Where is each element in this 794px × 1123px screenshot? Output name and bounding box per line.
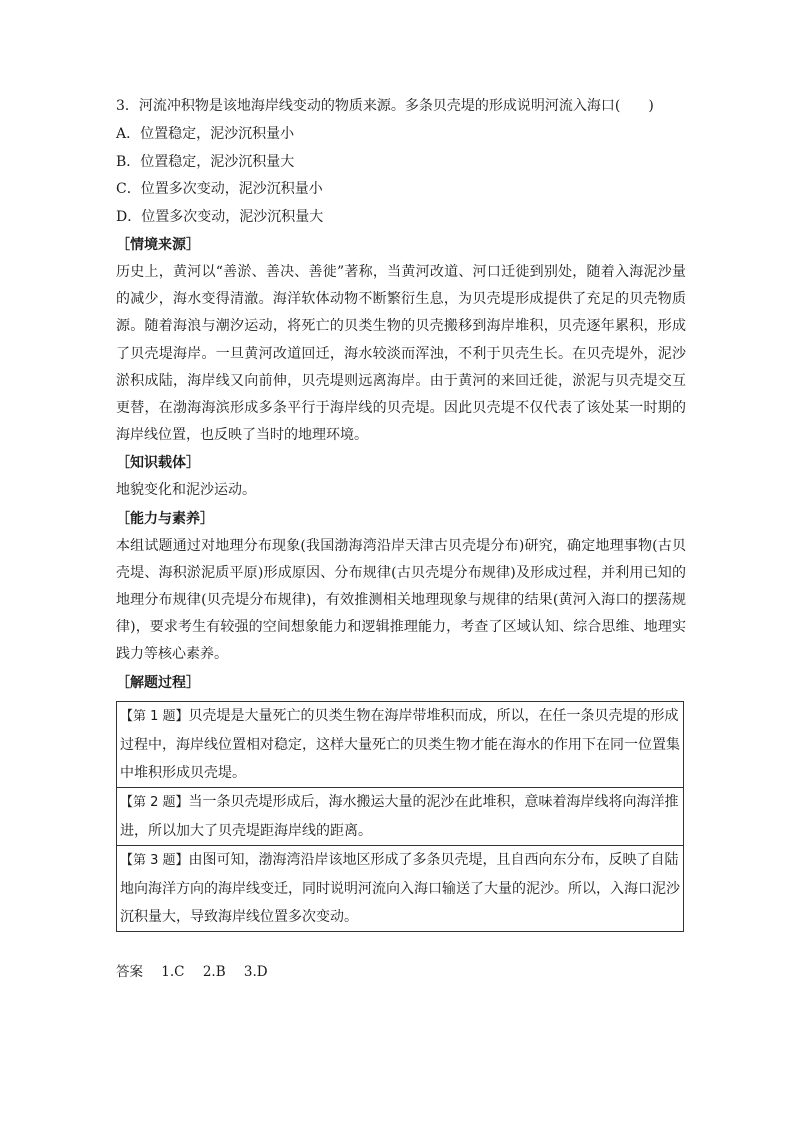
option-d: D．位置多次变动，泥沙沉积量大 <box>116 208 324 225</box>
context-heading: ［情境来源］ <box>116 237 200 253</box>
solution-text: 当一条贝壳堤形成后，海水搬运大量的泥沙在此堆积，意味着海岸线将向海洋推进，所以加大了贝壳堤距海岸线的距离。 <box>120 793 679 839</box>
answer-item: 1.C <box>161 963 185 980</box>
solution-row <box>117 845 684 931</box>
question-3-stem: 3．河流冲积物是该地海岸线变动的物质来源。多条贝壳堤的形成说明河流入海口( ) <box>116 98 654 114</box>
option-b: B．位置稳定，泥沙沉积量大 <box>116 153 295 170</box>
solution-cell <box>117 787 684 845</box>
solution-tag: 【第 2 题】 <box>120 794 189 810</box>
solution-table <box>116 701 684 932</box>
option-a: A．位置稳定，泥沙沉积量小 <box>116 126 295 142</box>
solution-tag: 【第 3 题】 <box>120 852 189 868</box>
knowledge-text: 地貌变化和泥沙运动。 <box>116 482 256 499</box>
answer-line <box>116 960 686 980</box>
solution-row <box>117 701 684 787</box>
ability-heading: ［能力与素养］ <box>116 510 214 527</box>
document-page <box>116 92 686 980</box>
option-c: C．位置多次变动，泥沙沉积量小 <box>116 181 323 197</box>
answer-item: 3.D <box>243 963 268 980</box>
context-text: 历史上，黄河以“善淤、善决、善徙”著称，当黄河改道、河口迁徙到别处，随着入海泥沙量的减少，海水变得清澈。海洋软体动物不断繁衍生息，为贝壳堤形成提供了充足的贝壳物质源。随着海浪与潮汐运动，将死亡的贝类生物的贝壳搬移到海岸堆积，贝壳逐年累积，形成了贝壳堤海岸。一旦黄河改道回迁，海水较淡而浑浊，不利于贝壳生长。在贝壳堤外，泥沙淤积成陆，海岸线又向前伸，贝壳堤则远离海岸。由于黄河的来回迁徙，淤泥与贝壳堤交互更替，在渤海海滨形成多条平行于海岸线的贝壳堤。因此贝壳堤不仅代表了该处某一时期的海岸线位置，也反映了当时的地理环境。 <box>116 264 686 444</box>
solution-cell <box>117 701 684 787</box>
solution-cell <box>117 845 684 931</box>
solution-row <box>117 787 684 845</box>
knowledge-heading: ［知识载体］ <box>116 455 200 472</box>
solution-text: 贝壳堤是大量死亡的贝类生物在海岸带堆积而成，所以，在任一条贝壳堤的形成过程中，海岸线位置相对稳定，这样大量死亡的贝类生物才能在海水的作用下在同一位置集中堆积形成贝壳堤。 <box>120 707 680 781</box>
ability-text: 本组试题通过对地理分布现象(我国渤海湾沿岸天津古贝壳堤分布)研究，确定地理事物(古贝壳堤、海积淤泥质平原)形成原因、分布规律(古贝壳堤分布规律)及形成过程，并利用已知的地理分布规律(贝壳堤分布规律)，有效推测相关地理现象与规律的结果(黄河入海口的摆荡规律)，要求考生有较强的空间想象能力和逻辑推理能力，考查了区域认知、综合思维、地理实践力等核心素养。 <box>116 537 686 663</box>
solution-text: 由图可知，渤海湾沿岸该地区形成了多条贝壳堤，且自西向东分布，反映了自陆地向海洋方向的海岸线变迁，同时说明河流向入海口输送了大量的泥沙。所以，入海口泥沙沉积量大，导致海岸线位置多次变动。 <box>120 851 680 925</box>
solution-tag: 【第 1 题】 <box>120 708 189 724</box>
answer-label: 答案 <box>116 963 143 980</box>
solution-heading: ［解题过程］ <box>116 674 200 691</box>
answer-item: 2.B <box>202 963 226 980</box>
